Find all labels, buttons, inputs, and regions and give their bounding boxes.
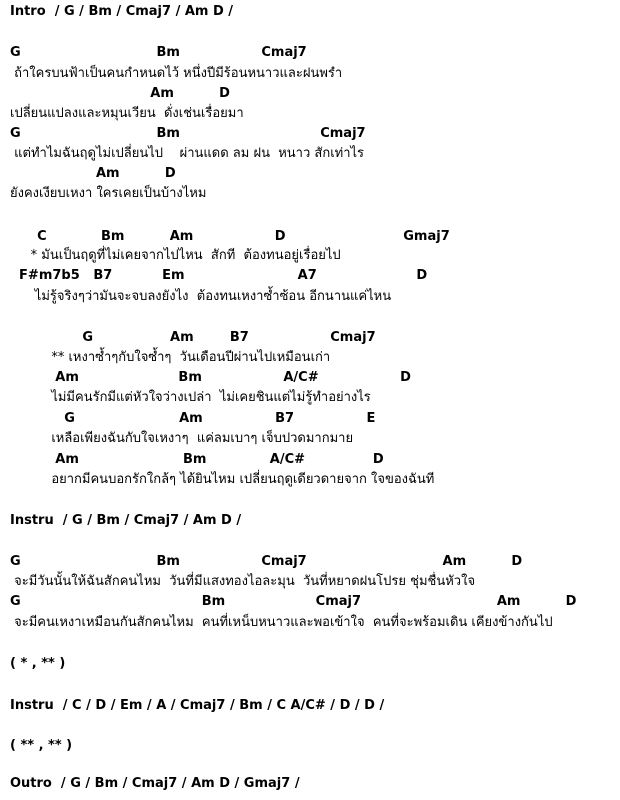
chorus1-lyric-2: ไม่รู้จริงๆว่ามันจะจบลงยังไง ต้องทนเหงาซ้ำซ้อน อีกนานแค่ไหน [10,289,392,304]
bridge-chords-1: G Bm Cmaj7 Am D [10,554,523,569]
outro-line: Outro / G / Bm / Cmaj7 / Am D / Gmaj7 / [10,776,300,791]
chorus2-chords-2: Am Bm A/C# D [10,370,411,385]
chorus2-chords-3: G Am B7 E [10,411,376,426]
chorus1-chords-1: C Bm Am D Gmaj7 [10,229,450,244]
repeat-line-2: ( ** , ** ) [10,738,73,753]
verse1-chords-3: G Bm Cmaj7 [10,126,366,141]
chorus2-chords-4: Am Bm A/C# D [10,452,384,467]
verse1-lyric-4: ยังคงเงียบเหงา ใครเคยเป็นบ้างไหม [10,186,207,201]
chorus1-lyric-1: * มันเป็นฤดูที่ไม่เคยจากไปไหน สักที ต้องทนอยู่เรื่อยไป [10,248,341,263]
verse1-chords-1: G Bm Cmaj7 [10,45,307,60]
verse1-lyric-2: เปลี่ยนแปลงและหมุนเวียน ดั่งเช่นเรื่อยมา [10,106,244,121]
instru-line-2: Instru / C / D / Em / A / Cmaj7 / Bm / C A/C# / D / D / [10,698,385,713]
chorus2-lyric-3: เหลือเพียงฉันกับใจเหงาๆ แค่ลมเบาๆ เจ็บปวดมากมาย [10,431,354,446]
chorus2-lyric-2: ไม่มีคนรักมีแต่หัวใจว่างเปล่า ไม่เคยชินแต่ไม่รู้ทำอย่างไร [10,390,371,405]
bridge-lyric-1: จะมีวันนั้นให้ฉันสักคนไหม วันที่มีแสงทองไอละมุน วันที่หยาดฝนโปรย ชุ่มชื่นหัวใจ [10,574,476,589]
verse1-lyric-3: แต่ทำไมฉันฤดูไม่เปลี่ยนไป ผ่านแดด ลม ฝน หนาว สักเท่าไร [10,146,365,161]
chorus2-lyric-1: ** เหงาซ้ำๆกับใจซ้ำๆ วันเดือนปีผ่านไปเหมือนเก่า [10,350,331,365]
intro-line: Intro / G / Bm / Cmaj7 / Am D / [10,4,234,19]
chorus2-lyric-4: อยากมีคนบอกรักใกล้ๆ ได้ยินไหม เปลี่ยนฤดูเดียวดายจาก ใจของฉันที [10,472,435,487]
instru-line-1: Instru / G / Bm / Cmaj7 / Am D / [10,513,242,528]
repeat-line-1: ( * , ** ) [10,656,66,671]
chorus2-chords-1: G Am B7 Cmaj7 [10,330,376,345]
bridge-lyric-2: จะมีคนเหงาเหมือนกันสักคนไหม คนที่เหน็บหนาวและพอเข้าใจ คนที่จะพร้อมเดิน เคียงข้างกันไป [10,615,553,630]
chorus1-chords-2: F#m7b5 B7 Em A7 D [10,268,428,283]
verse1-chords-2: Am D [10,86,230,101]
verse1-lyric-1: ถ้าใครบนฟ้าเป็นคนกำหนดไว้ หนึ่งปีมีร้อนหนาวและฝนพรำ [10,66,343,81]
verse1-chords-4: Am D [10,166,176,181]
bridge-chords-2: G Bm Cmaj7 Am D [10,594,577,609]
